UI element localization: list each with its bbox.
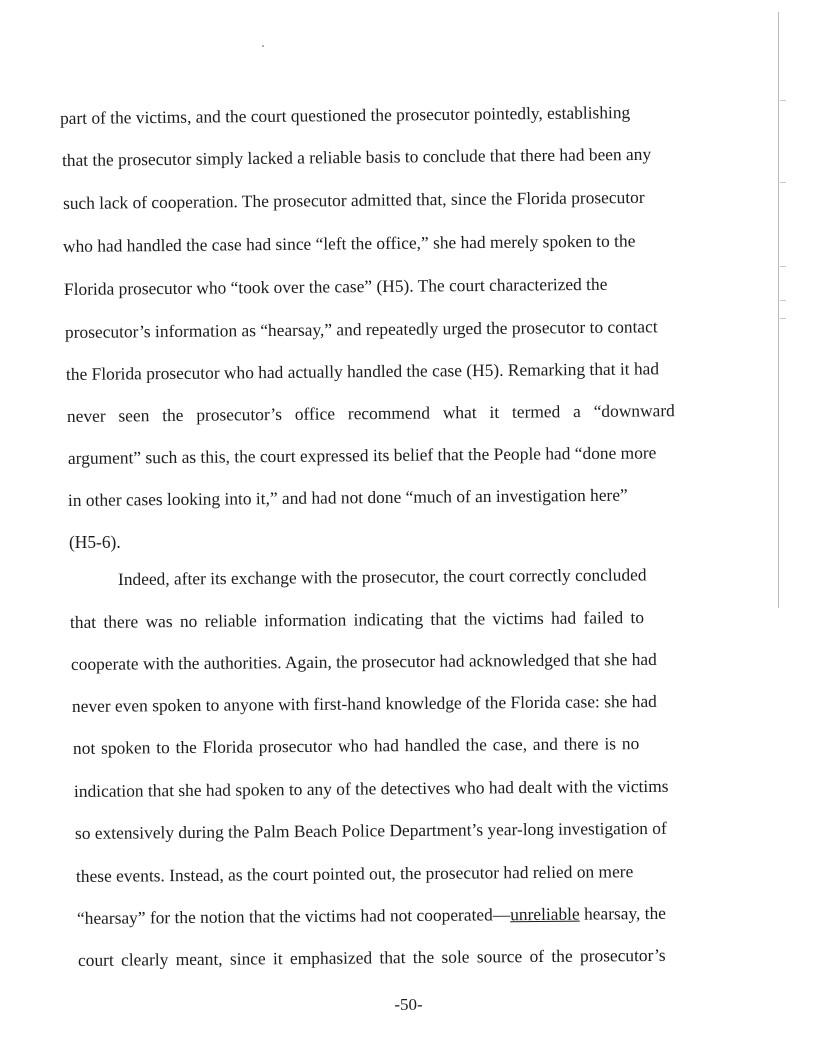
scan-mark xyxy=(780,318,786,319)
text-line: not spoken to the Florida prosecutor who had handled the case, and there is no xyxy=(72,733,640,758)
scan-speck xyxy=(262,45,264,47)
text-line: part of the victims, and the court questioned the prosecutor pointedly, establishing xyxy=(59,102,631,128)
paragraph-first-line: Indeed, after its exchange with the prosecutor, the court correctly concluded xyxy=(117,564,647,589)
text-line: court clearly meant, since it emphasized that the sole source of the prosecutor’s xyxy=(77,944,666,970)
text-line: these events. Instead, as the court pointed out, the prosecutor had relied on mere xyxy=(75,861,634,886)
text-segment: “hearsay” for the notion that the victims had not cooperated— xyxy=(76,904,511,928)
text-line: the Florida prosecutor who had actually handled the case (H5). Remarking that it had xyxy=(65,358,660,384)
scan-mark xyxy=(780,266,786,267)
text-line: prosecutor’s information as “hearsay,” and repeatedly urged the prosecutor to contact xyxy=(64,316,658,342)
text-line: Florida prosecutor who “took over the case” (H5). The court characterized the xyxy=(63,273,608,299)
text-line: cooperate with the authorities. Again, the prosecutor had acknowledged that she had xyxy=(70,648,657,674)
text-line: that the prosecutor simply lacked a reliable basis to conclude that there had been any xyxy=(61,143,652,170)
scan-mark xyxy=(780,182,786,183)
text-line: argument” such as this, the court expressed its belief that the People had “done more xyxy=(67,442,657,468)
underlined-word: unreliable xyxy=(510,903,580,925)
text-line xyxy=(77,903,666,928)
page-number: -50- xyxy=(394,995,423,1014)
text-line: that there was no reliable information indicating that the victims had failed to xyxy=(69,606,645,632)
text-line: in other cases looking into it,” and had not done “much of an investigation here” xyxy=(67,484,628,510)
scan-edge-line xyxy=(778,12,779,608)
text-line: never even spoken to anyone with first-hand knowledge of the Florida case: she had xyxy=(71,690,657,716)
text-line: (H5-6). xyxy=(69,532,121,552)
text-line: never seen the prosecutor’s office recommend what it termed a “downward xyxy=(66,400,675,426)
text-line: who had handled the case had since “left the office,” she had merely spoken to the xyxy=(62,230,636,256)
text-line: such lack of cooperation. The prosecutor admitted that, since the Florida prosecutor xyxy=(62,186,645,213)
scan-mark xyxy=(780,300,786,301)
text-segment: hearsay, the xyxy=(579,902,667,924)
text-line: indication that she had spoken to any of the detectives who had dealt with the victims xyxy=(73,775,669,801)
scan-mark xyxy=(780,100,786,101)
text-line: so extensively during the Palm Beach Police Department’s year-long investigation of xyxy=(74,817,667,843)
